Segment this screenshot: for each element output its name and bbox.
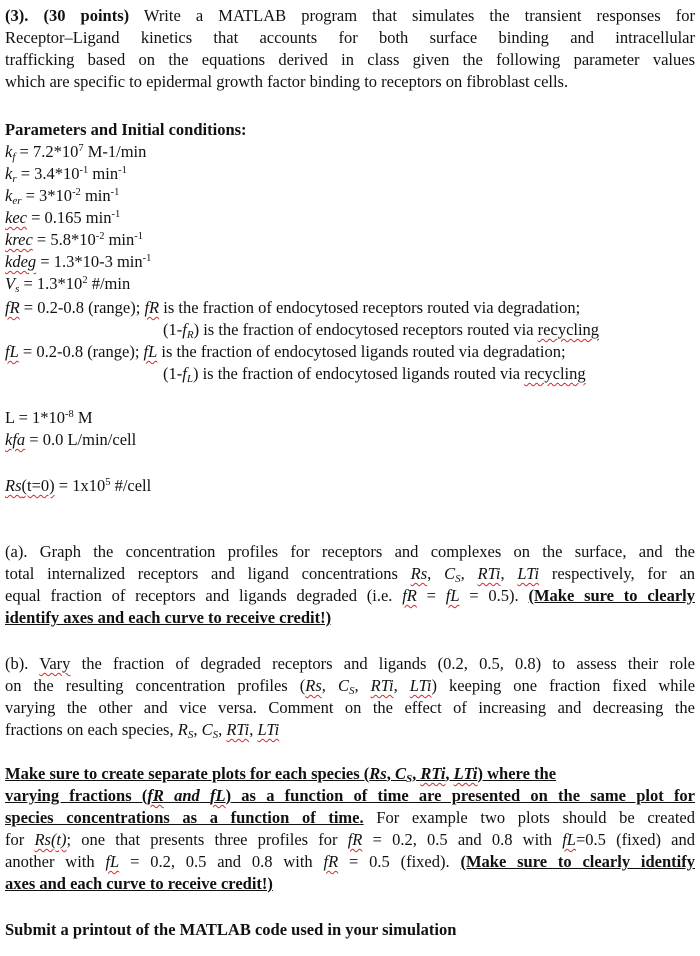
part-a-line-3: equal fraction of receptors and ligands degraded (i.e. fR = fL = 0.5). (Make sure to clearly	[5, 586, 695, 605]
separate-line-1: Make sure to create separate plots for each species (Rs, $C_S$, RTi, LTi) where the	[5, 764, 557, 785]
params-heading: Parameters and Initial conditions:	[5, 120, 247, 139]
param-kec: kec = 0.165 $\min^{-1}$	[5, 208, 121, 227]
separate-line-5: another with fL = 0.2, 0.5 and 0.8 with fR = 0.5 (fixed). (Make sure to clearly identify	[5, 852, 696, 871]
param-rs-initial: $Rs(t=0) = 1x10^5$ #/cell	[5, 476, 152, 495]
separate-line-3: species concentrations as a function of time. For example two plots should be created	[5, 808, 695, 827]
part-a-line-2: total internalized receptors and ligand concentrations Rs, $C_S$, RTi, LTi respectively, for an	[5, 564, 696, 585]
problem-number: (3).	[5, 6, 29, 25]
param-fr: fR = 0.2-0.8 (range); fR is the fraction of endocytosed receptors routed via degradation;	[5, 298, 581, 317]
param-kf: $k_f = 7.2*10^7$ M-1/min	[5, 142, 147, 163]
separate-line-6: axes and each curve to receive credit!)	[5, 874, 273, 893]
param-fl: fL = 0.2-0.8 (range); fL is the fraction of endocytosed ligands routed via degradation;	[5, 342, 566, 361]
problem-points: (30 points)	[43, 6, 130, 25]
intro-line-4: which are specific to epidermal growth factor binding to receptors on fibroblast cells.	[5, 72, 569, 91]
param-L: $L = 1*10^{-8}$ M	[5, 408, 93, 427]
param-ker: $k_{er} = 3*10^{-2}$ $\min^{-1}$	[5, 186, 120, 207]
intro-line-1: (3). (30 points) Write a MATLAB program that simulates the transient responses for	[5, 6, 695, 25]
submit-instruction: Submit a printout of the MATLAB code used in your simulation	[5, 920, 457, 939]
param-fr-line-2: $(1-f_R)$ is the fraction of endocytosed receptors routed via recycling	[163, 320, 600, 341]
part-b-line-4: fractions on each species, $R_S$, $C_S$, RTi, LTi	[5, 720, 280, 741]
intro-line-3: trafficking based on the equations derived in class given the following parameter values	[5, 50, 695, 69]
part-b-line-1: (b). Vary the fraction of degraded receptors and ligands (0.2, 0.5, 0.8) to assess their role	[5, 654, 695, 673]
part-a-line-4: identify axes and each curve to receive credit!)	[5, 608, 332, 627]
param-vs: $V_s = 1.3*10^2$ #/min	[5, 274, 131, 295]
part-a-line-1: (a). Graph the concentration profiles for receptors and complexes on the surface, and the	[5, 542, 695, 561]
param-fl-line-2: $(1-f_L)$ is the fraction of endocytosed ligands routed via recycling	[163, 364, 586, 385]
part-b-line-3: varying the other and vice versa. Comment on the effect of increasing and decreasing the	[5, 698, 695, 717]
param-kdeg: kdeg = 1.3*10-3 $\min^{-1}$	[5, 252, 152, 271]
intro-line-2: Receptor–Ligand kinetics that accounts for both surface binding and intracellular	[5, 28, 695, 47]
separate-line-2: varying fractions (fR and fL) as a function of time are presented on the same plot for	[5, 786, 696, 805]
param-kfa: kfa = 0.0 L/min/cell	[5, 430, 137, 449]
separate-line-4: for Rs(t); one that presents three profiles for fR = 0.2, 0.5 and 0.8 with fL=0.5 (fixed) and	[5, 830, 695, 849]
param-kr: $k_r = 3.4*10^{-1}$ $\min^{-1}$	[5, 164, 127, 185]
part-b-line-2: on the resulting concentration profiles (Rs, $C_S$, RTi, LTi) keeping one fraction fixed while	[5, 676, 696, 697]
param-krec: krec = $5.8*10^{-2}$ $\min^{-1}$	[5, 230, 144, 249]
